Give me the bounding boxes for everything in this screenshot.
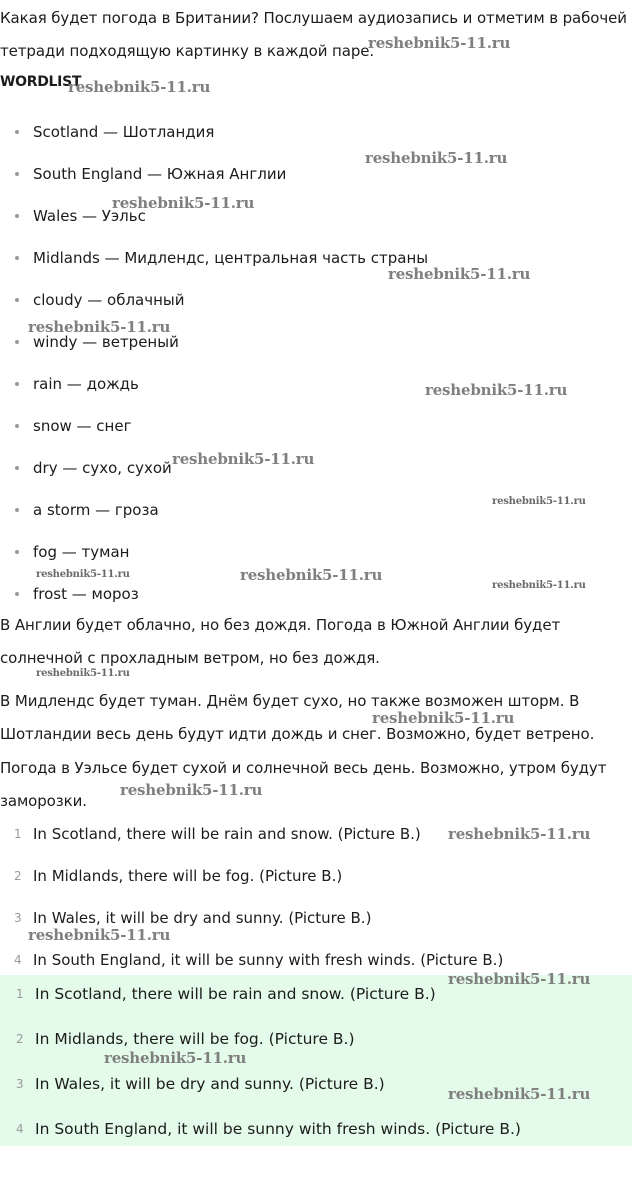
bullet-icon: [15, 382, 19, 386]
bullet-icon: [15, 424, 19, 428]
watermark: reshebnik5-11.ru: [368, 34, 511, 52]
watermark: reshebnik5-11.ru: [372, 709, 515, 727]
watermark: reshebnik5-11.ru: [492, 580, 586, 591]
list-item: frost — мороз: [0, 573, 632, 615]
watermark: reshebnik5-11.ru: [112, 194, 255, 212]
bullet-icon: [15, 130, 19, 134]
paragraph-england: В Англии будет облачно, но без дождя. Погода в Южной Англии будет солнечной с прохладным ветром, но без дождя.: [0, 616, 561, 667]
highlighted-answer-item: 1 In Scotland, there will be rain and snow. (Picture B.): [16, 985, 436, 1003]
bullet-icon: [15, 256, 19, 260]
watermark: reshebnik5-11.ru: [172, 450, 315, 468]
list-item: Wales — Уэльс: [0, 195, 632, 237]
list-item: snow — снег: [0, 405, 632, 447]
list-item: a storm — гроза: [0, 489, 632, 531]
watermark: reshebnik5-11.ru: [104, 1049, 247, 1067]
wordlist: [0, 111, 632, 615]
watermark: reshebnik5-11.ru: [425, 381, 568, 399]
watermark: reshebnik5-11.ru: [36, 569, 130, 580]
highlighted-answer-item: 3 In Wales, it will be dry and sunny. (Picture B.): [16, 1075, 385, 1093]
list-item: Midlands — Мидлендс, центральная часть страны: [0, 237, 632, 279]
answer-item: 2 In Midlands, there will be fog. (Picture B.): [14, 867, 343, 885]
bullet-icon: [15, 592, 19, 596]
watermark: reshebnik5-11.ru: [492, 496, 586, 507]
bullet-icon: [15, 466, 19, 470]
list-item: South England — Южная Англии: [0, 153, 632, 195]
watermark: reshebnik5-11.ru: [388, 265, 531, 283]
intro-text: Какая будет погода в Британии? Послушаем аудиозапись и отметим в рабочей тетради подходящую картинку в каждой паре.: [0, 9, 627, 60]
watermark: reshebnik5-11.ru: [28, 926, 171, 944]
bullet-icon: [15, 508, 19, 512]
list-item: windy — ветреный: [0, 321, 632, 363]
watermark: reshebnik5-11.ru: [240, 566, 383, 584]
list-item: dry — сухо, сухой: [0, 447, 632, 489]
watermark: reshebnik5-11.ru: [448, 1085, 591, 1103]
answer-item: 4 In South England, it will be sunny with fresh winds. (Picture B.): [14, 951, 504, 969]
paragraph-wales: Погода в Уэльсе будет сухой и солнечной весь день. Возможно, утром будут заморозки.: [0, 759, 607, 810]
watermark: reshebnik5-11.ru: [68, 78, 211, 96]
watermark: reshebnik5-11.ru: [365, 149, 508, 167]
bullet-icon: [15, 298, 19, 302]
list-item: fog — туман: [0, 531, 632, 573]
highlighted-answer-list: [0, 975, 632, 1155]
list-item: cloudy — облачный: [0, 279, 632, 321]
wordlist-heading: WORDLIST: [0, 74, 82, 90]
watermark: reshebnik5-11.ru: [120, 781, 263, 799]
bullet-icon: [15, 340, 19, 344]
watermark: reshebnik5-11.ru: [28, 318, 171, 336]
highlighted-answer-item: 4 In South England, it will be sunny with fresh winds. (Picture B.): [16, 1120, 521, 1138]
watermark: reshebnik5-11.ru: [36, 668, 130, 679]
highlighted-answer-item: 2 In Midlands, there will be fog. (Picture B.): [16, 1030, 355, 1048]
bullet-icon: [15, 550, 19, 554]
bullet-icon: [15, 172, 19, 176]
bullet-icon: [15, 214, 19, 218]
list-item: rain — дождь: [0, 363, 632, 405]
list-item: Scotland — Шотландия: [0, 111, 632, 153]
watermark: reshebnik5-11.ru: [448, 825, 591, 843]
answer-item: 1 In Scotland, there will be rain and snow. (Picture B.): [14, 825, 421, 843]
highlighted-answer-box: [0, 975, 632, 1146]
answer-item: 3 In Wales, it will be dry and sunny. (Picture B.): [14, 909, 372, 927]
watermark: reshebnik5-11.ru: [448, 970, 591, 988]
paragraph-midlands: В Мидлендс будет туман. Днём будет сухо, но также возможен шторм. В Шотландии весь день будут идти дождь и снег. Возможно, будет ветрено.: [0, 692, 595, 743]
